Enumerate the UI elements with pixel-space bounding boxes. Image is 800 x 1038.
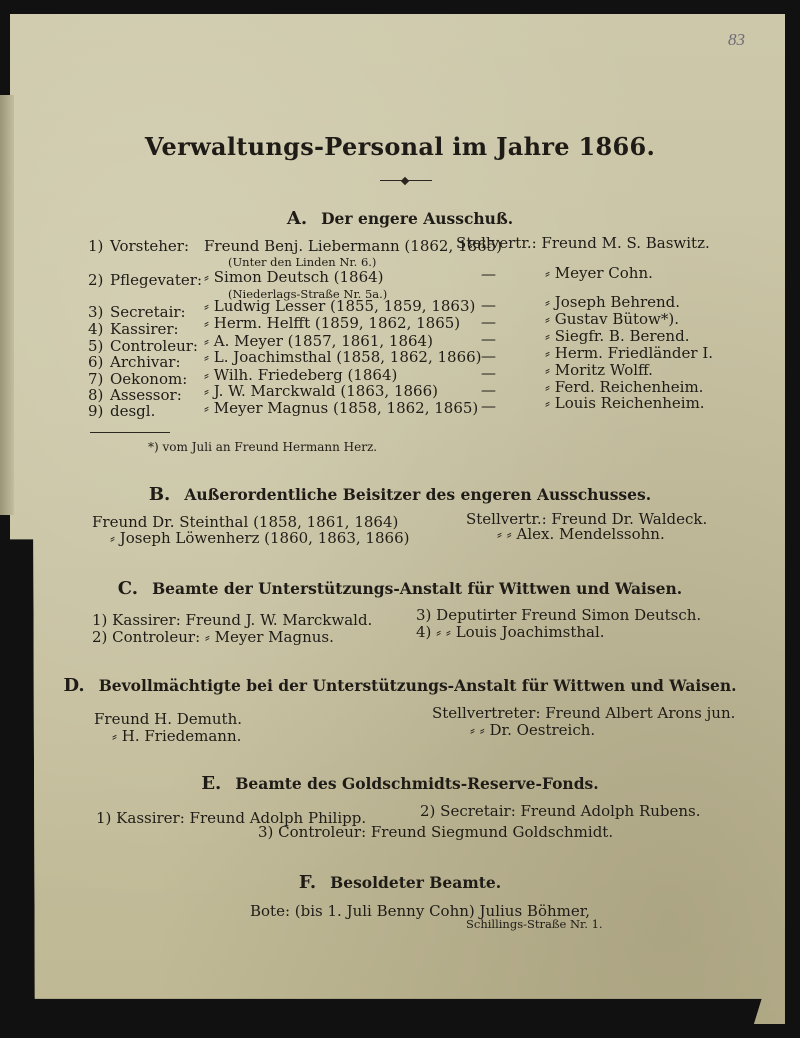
row-role: Pflegevater: — [110, 271, 202, 289]
row-num: 1) — [88, 237, 104, 255]
row-name: ⸗ L. Joachimsthal (1858, 1862, 1866) — [204, 348, 482, 366]
section-c-line: 1) Kassirer: Freund J. W. Marckwald. — [92, 611, 373, 629]
row-deputy: Stellvertr.: Freund M. S. Baswitz. — [456, 234, 710, 252]
row-num: 3) — [88, 303, 104, 321]
section-b-deputy: Stellvertr.: Freund Dr. Waldeck. — [466, 510, 708, 528]
row-dash: — — [481, 313, 496, 331]
section-title: Beamte des Goldschmidts-Reserve-Fonds. — [235, 774, 599, 793]
row-name: ⸗ Meyer Magnus (1858, 1862, 1865) — [204, 399, 479, 417]
section-c-heading — [0, 578, 800, 599]
row-role: Oekonom: — [110, 370, 188, 388]
section-letter: B. — [148, 484, 171, 505]
row-role: Archivar: — [110, 353, 181, 371]
section-d-line: ⸗ H. Friedemann. — [112, 727, 242, 745]
footnote: *) vom Juli an Freund Hermann Herz. — [148, 440, 378, 454]
row-name: ⸗ A. Meyer (1857, 1861, 1864) — [204, 332, 433, 350]
section-e-line: 2) Secretair: Freund Adolph Rubens. — [420, 802, 701, 820]
section-title: Beamte der Unterstützungs-Anstalt für Wittwen und Waisen. — [152, 579, 683, 598]
section-d-heading — [0, 675, 800, 696]
row-name: ⸗ Herm. Helfft (1859, 1862, 1865) — [204, 314, 461, 332]
section-b-deputy: ⸗ ⸗ Alex. Mendelssohn. — [497, 525, 665, 543]
section-f-heading — [0, 872, 800, 893]
row-name: ⸗ Ludwig Lesser (1855, 1859, 1863) — [204, 297, 476, 315]
row-num: 2) — [88, 271, 104, 289]
row-deputy: ⸗ Siegfr. B. Berend. — [545, 327, 690, 345]
row-num: 4) — [88, 320, 104, 338]
section-f-address: Schillings-Straße Nr. 1. — [466, 917, 603, 931]
row-deputy: ⸗ Gustav Bütow*). — [545, 310, 680, 328]
row-num: 5) — [88, 337, 104, 355]
row-role: Assessor: — [110, 386, 182, 404]
row-dash: — — [481, 347, 496, 365]
section-title: Bevollmächtigte bei der Unterstützungs-Anstalt für Wittwen und Waisen. — [98, 676, 737, 695]
title-ornament — [380, 178, 432, 184]
section-c-line: 2) Controleur: ⸗ Meyer Magnus. — [92, 628, 334, 646]
section-title: Außerordentliche Beisitzer des engeren Ausschusses. — [184, 485, 652, 504]
section-d-deputy: ⸗ ⸗ Dr. Oestreich. — [470, 721, 596, 739]
row-num: 7) — [88, 370, 104, 388]
section-letter: F. — [298, 872, 317, 893]
row-num: 8) — [88, 386, 104, 404]
row-dash: — — [481, 364, 496, 382]
page-number: 83 — [728, 30, 745, 49]
row-dash: — — [481, 296, 496, 314]
row-role: Vorsteher: — [110, 237, 190, 255]
section-title: Der engere Ausschuß. — [321, 209, 514, 228]
section-e-heading — [0, 773, 800, 794]
row-name: ⸗ Simon Deutsch (1864) — [204, 268, 384, 286]
row-role: Secretair: — [110, 303, 186, 321]
row-role: desgl. — [110, 402, 156, 420]
row-deputy: ⸗ Joseph Behrend. — [545, 293, 681, 311]
section-b-line: Freund Dr. Steinthal (1858, 1861, 1864) — [92, 513, 399, 531]
row-deputy: ⸗ Louis Reichenheim. — [545, 394, 705, 412]
row-role: Kassirer: — [110, 320, 179, 338]
section-c-line: 4) ⸗ ⸗ Louis Joachimsthal. — [416, 623, 605, 641]
section-letter: A. — [286, 208, 308, 229]
row-name: Freund Benj. Liebermann (1862, 1865) — [204, 237, 503, 255]
section-b-heading — [0, 484, 800, 505]
section-letter: C. — [117, 578, 139, 599]
address-note: (Niederlags-Straße Nr. 5a.) — [228, 287, 388, 301]
section-e-line: 3) Controleur: Freund Siegmund Goldschmidt. — [258, 823, 614, 841]
row-deputy: ⸗ Moritz Wolff. — [545, 361, 653, 379]
row-dash: — — [481, 265, 496, 283]
row-dash: — — [481, 381, 496, 399]
section-e-line: 1) Kassirer: Freund Adolph Philipp. — [96, 809, 367, 827]
footnote-rule — [90, 432, 170, 433]
section-a-heading — [0, 208, 800, 229]
page-title: Verwaltungs-Personal im Jahre 1866. — [144, 132, 656, 161]
address-note: (Unter den Linden Nr. 6.) — [228, 255, 377, 269]
row-num: 9) — [88, 402, 104, 420]
section-d-line: Freund H. Demuth. — [94, 710, 243, 728]
section-b-line: ⸗ Joseph Löwenherz (1860, 1863, 1866) — [110, 529, 410, 547]
section-c-line: 3) Deputirter Freund Simon Deutsch. — [416, 606, 702, 624]
row-num: 6) — [88, 353, 104, 371]
row-deputy: ⸗ Ferd. Reichenheim. — [545, 378, 704, 396]
row-deputy: ⸗ Meyer Cohn. — [545, 264, 653, 282]
section-f-line: Bote: (bis 1. Juli Benny Cohn) Julius Böhmer, — [250, 902, 591, 920]
row-name: ⸗ J. W. Marckwald (1863, 1866) — [204, 382, 438, 400]
section-letter: E. — [201, 773, 222, 794]
section-letter: D. — [63, 675, 85, 696]
row-name: ⸗ Wilh. Friedeberg (1864) — [204, 366, 398, 384]
row-role: Controleur: — [110, 337, 198, 355]
section-title: Besoldeter Beamte. — [330, 873, 502, 892]
section-d-deputy: Stellvertreter: Freund Albert Arons jun. — [432, 704, 736, 722]
row-dash: — — [481, 397, 496, 415]
row-deputy: ⸗ Herm. Friedländer I. — [545, 344, 714, 362]
row-dash: — — [481, 330, 496, 348]
